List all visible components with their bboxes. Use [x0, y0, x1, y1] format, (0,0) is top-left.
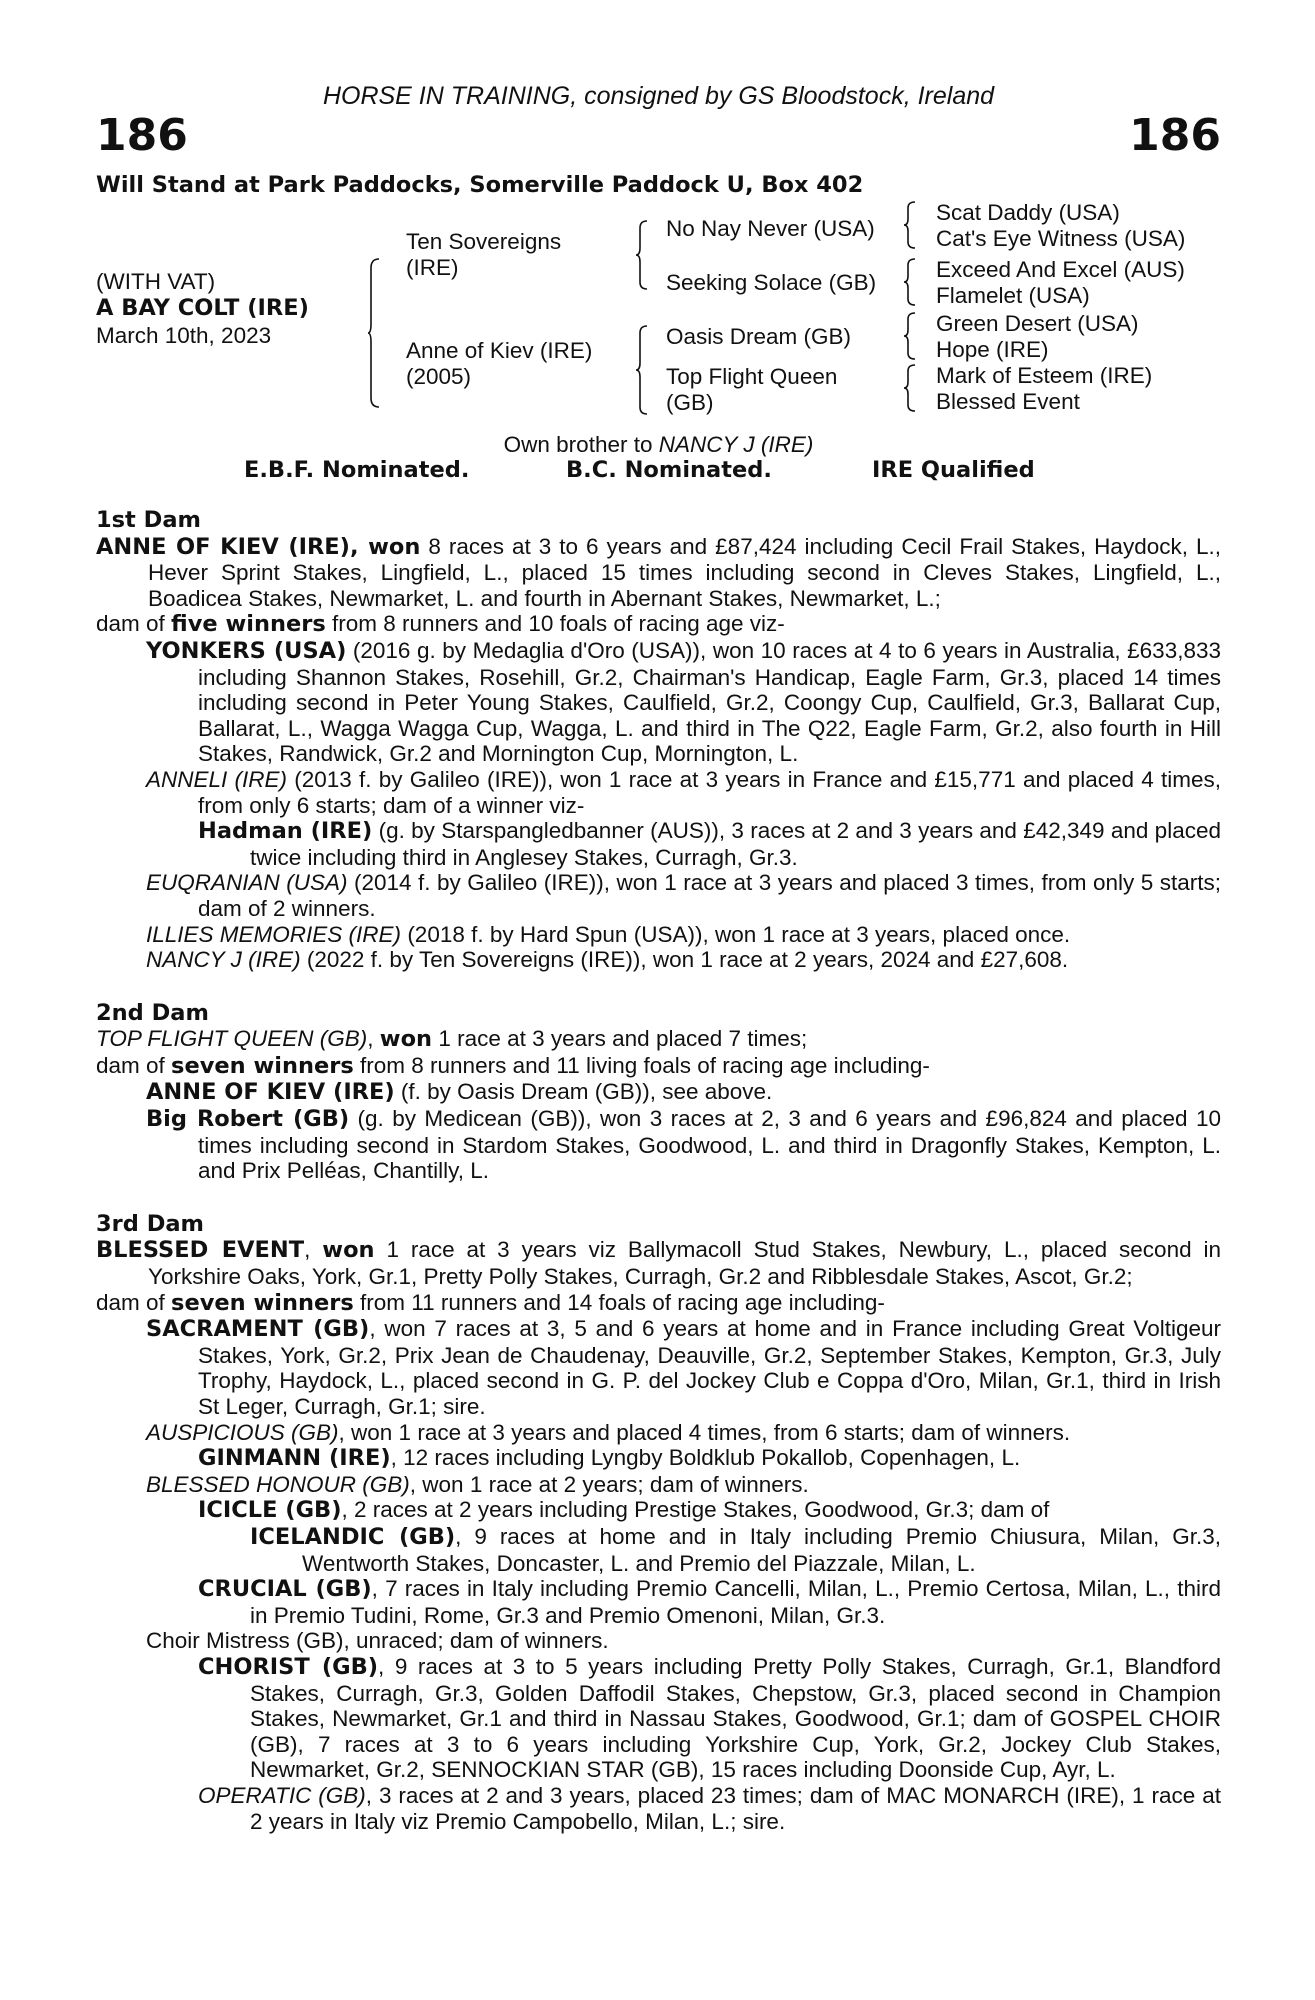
entry-name: Hadman (IRE)	[198, 818, 373, 845]
entry-name: AUSPICIOUS (GB)	[146, 1419, 339, 1445]
horse-name: A BAY COLT (IRE)	[96, 295, 309, 321]
entry-name: ILLIES MEMORIES (IRE)	[146, 921, 402, 947]
first-dam-text: 8 races at 3 to 6 years and £87,424 including Cecil Frail Stakes, Haydock, L., Hever Sprint Stakes, Lingfield, L., placed 15 times including second in Cleves Stakes, Lingfield, L., Boadicea Stakes, Newmarket, L. and fourth in Abernant Stakes, Newmarket, L.;	[148, 533, 1221, 611]
sire-sire: No Nay Never (USA)	[666, 216, 875, 241]
entry-name: OPERATIC (GB)	[198, 1782, 366, 1808]
first-dam-name: ANNE OF KIEV (IRE), won	[96, 533, 421, 560]
produce-suffix: from 11 runners and 14 foals of racing age including-	[353, 1289, 885, 1315]
dam-dam-2: (GB)	[666, 390, 714, 415]
dam-sire: Oasis Dream (GB)	[666, 324, 852, 349]
pedigree-brace-g3-1	[904, 201, 916, 249]
entry-text: (g. by Starspangledbanner (AUS)), 3 races at 2 and 3 years and £42,349 and placed twice including third in Anglesey Stakes, Curragh, Gr.3.	[250, 818, 1221, 870]
bc-nominated: B.C. Nominated.	[566, 457, 772, 483]
second-dam-name: TOP FLIGHT QUEEN (GB)	[96, 1026, 368, 1052]
entry-name: ANNE OF KIEV (IRE)	[146, 1079, 395, 1106]
third-dam-produce	[96, 1290, 1221, 1317]
entry-icelandic	[96, 1524, 1221, 1576]
entry-anne-of-kiev	[96, 1079, 1221, 1106]
brother-name: NANCY J (IRE)	[658, 432, 814, 457]
entry-text: (2022 f. by Ten Sovereigns (IRE)), won 1 race at 2 years, 2024 and £27,608.	[300, 947, 1069, 973]
entry-text: , 12 races including Lyngby Boldklub Pokallob, Copenhagen, L.	[390, 1445, 1021, 1471]
horse-dob: March 10th, 2023	[96, 323, 272, 348]
entry-icicle	[96, 1497, 1221, 1524]
entry-hadman	[96, 818, 1221, 870]
lot-number-left: 186	[96, 110, 188, 161]
entry-ginmann	[96, 1445, 1221, 1472]
entry-text: , won 1 race at 3 years and placed 4 times, from 6 starts; dam of winners.	[338, 1419, 1071, 1445]
second-dam-produce	[96, 1053, 1221, 1080]
pedigree-brace-sire	[636, 220, 648, 290]
pedigree-brace-g3-3	[904, 312, 916, 360]
entry-name: ANNELI (IRE)	[146, 766, 287, 792]
ire-qualified: IRE Qualified	[872, 457, 1035, 483]
sire-name-1: Ten Sovereigns	[406, 229, 562, 254]
entry-anneli	[96, 767, 1221, 818]
entry-big-robert	[96, 1106, 1221, 1184]
entry-text: , 9 races at home and in Italy including Premio Chiusura, Milan, Gr.3, Wentworth Stakes, Doncaster, L. and Premio del Piazzale, Milan, L.	[302, 1523, 1221, 1576]
entry-name: SACRAMENT (GB)	[146, 1316, 370, 1343]
dam-details	[96, 508, 1221, 1834]
sire-dam: Seeking Solace (GB)	[666, 270, 877, 295]
g3-8: Blessed Event	[936, 389, 1080, 414]
pedigree-brace-g3-2	[904, 258, 916, 306]
third-dam-text: 1 race at 3 years viz Ballymacoll Stud Stakes, Newbury, L., placed second in Yorkshire Oaks, York, Gr.1, Pretty Polly Stakes, Curragh, Gr.2 and Ribblesdale Stakes, Ascot, Gr.2;	[148, 1237, 1222, 1290]
produce-prefix: dam of	[96, 611, 172, 637]
entry-blessed-honour	[96, 1472, 1221, 1498]
entry-name: CHORIST (GB)	[198, 1653, 379, 1680]
entry-euqranian	[96, 870, 1221, 921]
first-dam-record	[96, 534, 1221, 612]
entry-text: , 7 races in Italy including Premio Cancelli, Milan, L., Premio Certosa, Milan, L., third in Premio Tudini, Rome, Gr.3 and Premio Omenoni, Milan, Gr.3.	[250, 1576, 1221, 1628]
entry-nancy	[96, 947, 1221, 973]
entry-crucial	[96, 1576, 1221, 1628]
produce-count: seven winners	[171, 1052, 354, 1079]
entry-name: ICELANDIC (GB)	[250, 1523, 456, 1550]
entry-operatic	[96, 1783, 1221, 1834]
entry-name: ICICLE (GB)	[198, 1497, 342, 1524]
first-dam-heading: 1st Dam	[96, 507, 201, 533]
produce-suffix: from 8 runners and 11 living foals of racing age including-	[353, 1052, 930, 1078]
pedigree-brace-main	[368, 258, 380, 408]
entry-text: (2013 f. by Galileo (IRE)), won 1 race at 3 years in France and £15,771 and placed 4 times, from only 6 starts; dam of a winner viz-	[198, 766, 1221, 818]
entry-text: , 9 races at 3 to 5 years including Pretty Polly Stakes, Curragh, Gr.1, Blandford Stakes, Curragh, Gr.3, Golden Daffodil Stakes, Chepstow, Gr.3, placed second in Champion Stakes, Newmarket, Gr.1 and third in Nassau Stakes, Goodwood, Gr.1; dam of GOSPEL CHOIR (GB), 7 races at 3 to 6 years including Yorkshire Cup, York, Gr.2, Jockey Club Stakes, Newmarket, Gr.2, SENNOCKIAN STAR (GB), 15 races including Doonside Cup, Ayr, L.	[250, 1653, 1221, 1783]
produce-suffix: from 8 runners and 10 foals of racing age viz-	[325, 611, 785, 637]
brother-note	[96, 432, 1221, 457]
entry-chorist	[96, 1654, 1221, 1783]
brother-prefix: Own brother to	[503, 432, 659, 457]
lot-number-right: 186	[1129, 110, 1221, 161]
catalogue-page	[96, 0, 1221, 2000]
second-dam-won: won	[379, 1026, 433, 1053]
entry-text: (2018 f. by Hard Spun (USA)), won 1 race at 3 years, placed once.	[401, 921, 1071, 947]
dam-name-1: Anne of Kiev (IRE)	[406, 338, 593, 363]
pedigree-brace-dam	[636, 325, 648, 415]
entry-text: (2016 g. by Medaglia d'Oro (USA)), won 10 races at 4 to 6 years in Australia, £633,833 including Shannon Stakes, Rosehill, Gr.2, Chairman's Handicap, Eagle Farm, Gr.3, placed 14 times including second in Peter Young Stakes, Caulfield, Gr.2, Coongy Cup, Caulfield, Gr.3, Ballarat Cup, Ballarat, L., Wagga Wagga Cup, Wagga, L. and third in The Q22, Eagle Farm, Gr.2, also fourth in Hill Stakes, Randwick, Gr.2 and Mornington Cup, Mornington, L.	[198, 637, 1221, 767]
dam-dam-1: Top Flight Queen	[666, 364, 838, 389]
stand-location: Will Stand at Park Paddocks, Somerville Paddock U, Box 402	[96, 172, 864, 198]
entry-name: BLESSED HONOUR (GB)	[146, 1471, 410, 1497]
g3-2: Cat's Eye Witness (USA)	[936, 226, 1186, 251]
dam-name-2: (2005)	[406, 364, 472, 389]
entry-auspicious	[96, 1420, 1221, 1446]
third-dam-won: won	[322, 1237, 375, 1264]
entry-name: NANCY J (IRE)	[146, 947, 301, 973]
entry-name: Big Robert (GB)	[146, 1106, 350, 1133]
entry-text: , 2 races at 2 years including Prestige Stakes, Goodwood, Gr.3; dam of	[341, 1497, 1050, 1523]
third-dam-name: BLESSED EVENT	[96, 1237, 305, 1264]
produce-count: seven winners	[171, 1289, 354, 1316]
entry-text: (2014 f. by Galileo (IRE)), won 1 race at 3 years and placed 3 times, from only 5 starts; dam of 2 winners.	[198, 870, 1221, 921]
first-dam-produce	[96, 611, 1221, 638]
pedigree-brace-g3-4	[904, 364, 916, 412]
g3-1: Scat Daddy (USA)	[936, 200, 1120, 225]
page-header: HORSE IN TRAINING, consigned by GS Bloodstock, Ireland	[322, 82, 995, 110]
produce-prefix: dam of	[96, 1289, 172, 1315]
entry-text: , won 7 races at 3, 5 and 6 years at home and in France including Great Voltigeur Stakes, York, Gr.2, Prix Jean de Chaudenay, Deauville, Gr.2, September Stakes, Kempton, Gr.3, July Trophy, Haydock, L., placed second in G. P. del Jockey Club e Coppa d'Oro, Milan, Gr.1, third in Irish St Leger, Curragh, Gr.1; sire.	[198, 1316, 1221, 1419]
sire-name-2: (IRE)	[406, 255, 459, 280]
g3-4: Flamelet (USA)	[936, 283, 1090, 308]
produce-prefix: dam of	[96, 1052, 172, 1078]
second-dam-record: TOP FLIGHT QUEEN (GB), won 1 race at 3 years and placed 7 times;	[96, 1026, 808, 1053]
entry-text: , 3 races at 2 and 3 years, placed 23 times; dam of MAC MONARCH (IRE), 1 race at 2 years in Italy viz Premio Campobello, Milan, L.; sire.	[250, 1782, 1221, 1834]
entry-yonkers	[96, 638, 1221, 767]
produce-count: five winners	[171, 611, 326, 638]
entry-name: GINMANN (IRE)	[198, 1445, 391, 1472]
third-dam-heading: 3rd Dam	[96, 1210, 204, 1237]
ebf-nominated: E.B.F. Nominated.	[244, 457, 470, 483]
vat-label: (WITH VAT)	[96, 269, 216, 294]
entry-choir-mistress: Choir Mistress (GB), unraced; dam of winners.	[146, 1628, 609, 1654]
entry-text: (g. by Medicean (GB)), won 3 races at 2, 3 and 6 years and £96,824 and placed 10 times including second in Stardom Stakes, Goodwood, L. and third in Dragonfly Stakes, Kempton, L. and Prix Pelléas, Chantilly, L.	[198, 1106, 1221, 1184]
g3-3: Exceed And Excel (AUS)	[936, 257, 1185, 282]
entry-text: , won 1 race at 2 years; dam of winners.	[409, 1471, 809, 1497]
second-dam-text: 1 race at 3 years and placed 7 times;	[432, 1026, 808, 1052]
entry-name: YONKERS (USA)	[146, 637, 347, 664]
second-dam-heading: 2nd Dam	[96, 999, 209, 1026]
g3-6: Hope (IRE)	[936, 337, 1049, 362]
entry-name: CRUCIAL (GB)	[198, 1576, 372, 1603]
g3-5: Green Desert (USA)	[936, 311, 1139, 336]
entry-sacrament	[96, 1316, 1221, 1419]
g3-7: Mark of Esteem (IRE)	[936, 363, 1153, 388]
entry-text: (f. by Oasis Dream (GB)), see above.	[394, 1079, 773, 1105]
entry-name: EUQRANIAN (USA)	[146, 870, 348, 896]
third-dam-record: BLESSED EVENT, won 1 race at 3 years viz Ballymacoll Stud Stakes, Newbury, L., placed second in Yorkshire Oaks, York, Gr.1, Pretty Polly Stakes, Curragh, Gr.2 and Ribblesdale Stakes, Ascot, Gr.2;	[96, 1237, 1222, 1290]
entry-illies	[96, 922, 1221, 948]
